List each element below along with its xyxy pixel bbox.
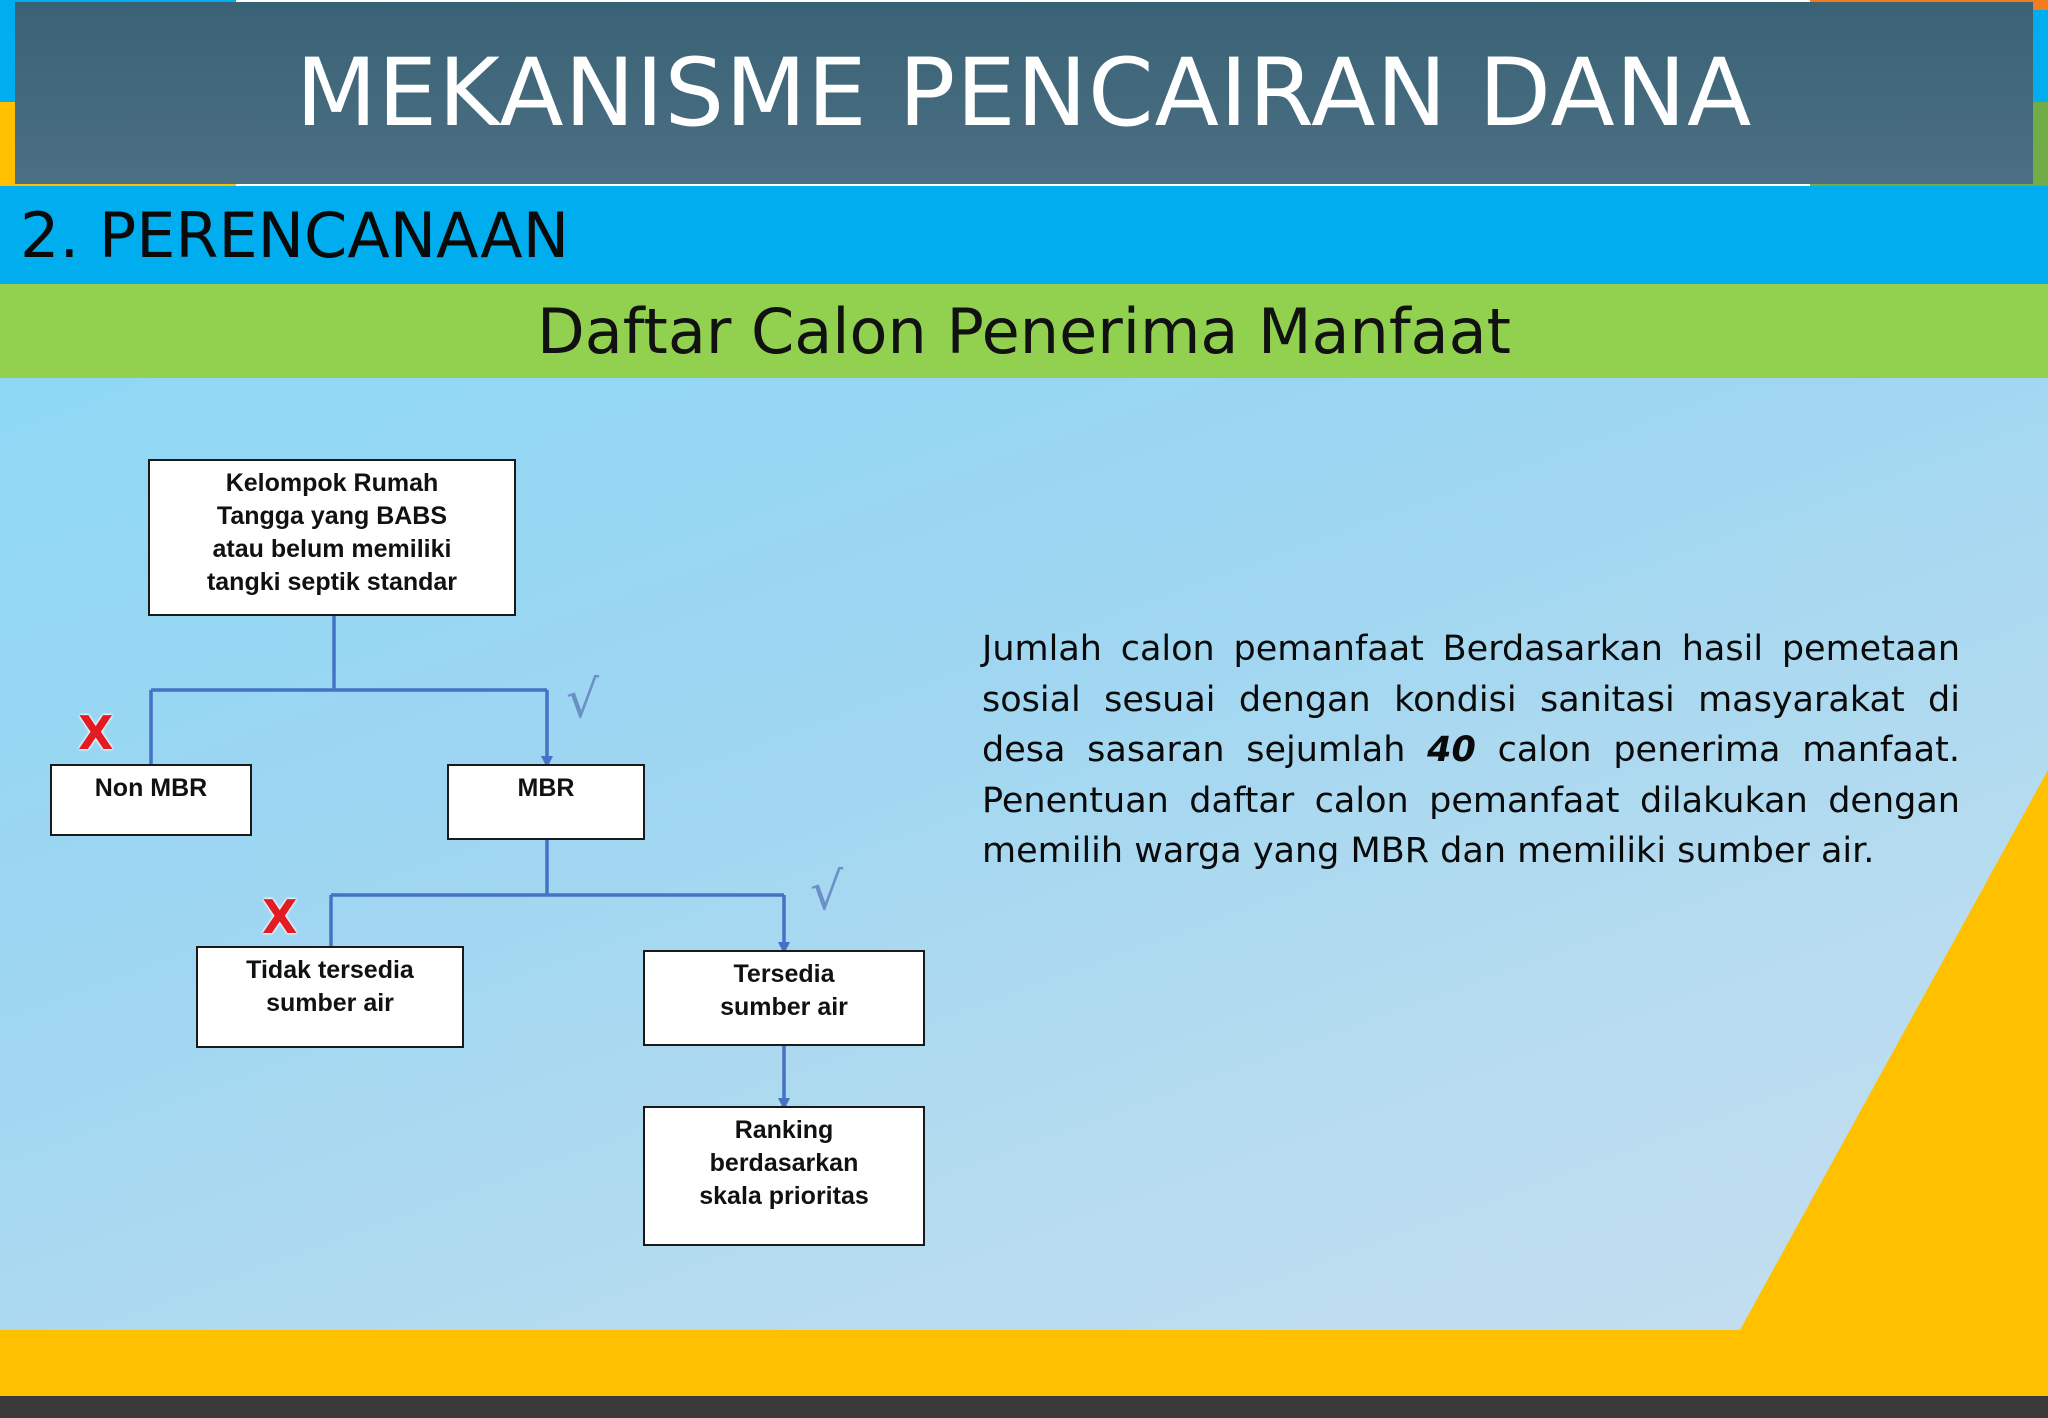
paragraph-text-1: Jumlah calon pemanfaat Berdasarkan hasil pemetaan sosial sesuai dengan kondisi sanitasi masyarakat di desa sasaran sejumlah <box>982 629 1960 770</box>
node-water-source: Tersedia sumber air <box>643 950 925 1046</box>
main-title: MEKANISME PENCAIRAN DANA <box>295 38 1753 148</box>
node-ranking: Ranking berdasarkan skala prioritas <box>643 1106 925 1246</box>
node-root-households: Kelompok Rumah Tangga yang BABS atau belum memiliki tangki septik standar <box>148 459 516 616</box>
accept-check-icon: √ <box>566 670 600 730</box>
section-title: 2. PERENCANAAN <box>20 198 570 272</box>
accept-check-icon: √ <box>810 862 844 922</box>
node-non-mbr: Non MBR <box>50 764 252 836</box>
node-mbr: MBR <box>447 764 645 840</box>
reject-x-icon: X <box>262 890 298 944</box>
paragraph-text-2: calon penerima manfaat. Penentuan daftar calon pemanfaat dilakukan dengan memilih warga yang MBR dan memiliki sumber air. <box>982 730 1960 871</box>
beneficiary-count: 40 <box>1427 730 1476 770</box>
description-paragraph <box>982 624 1960 877</box>
reject-x-icon: X <box>78 706 114 760</box>
slide-subtitle: Daftar Calon Penerima Manfaat <box>537 294 1511 368</box>
node-no-water-source: Tidak tersedia sumber air <box>196 946 464 1048</box>
